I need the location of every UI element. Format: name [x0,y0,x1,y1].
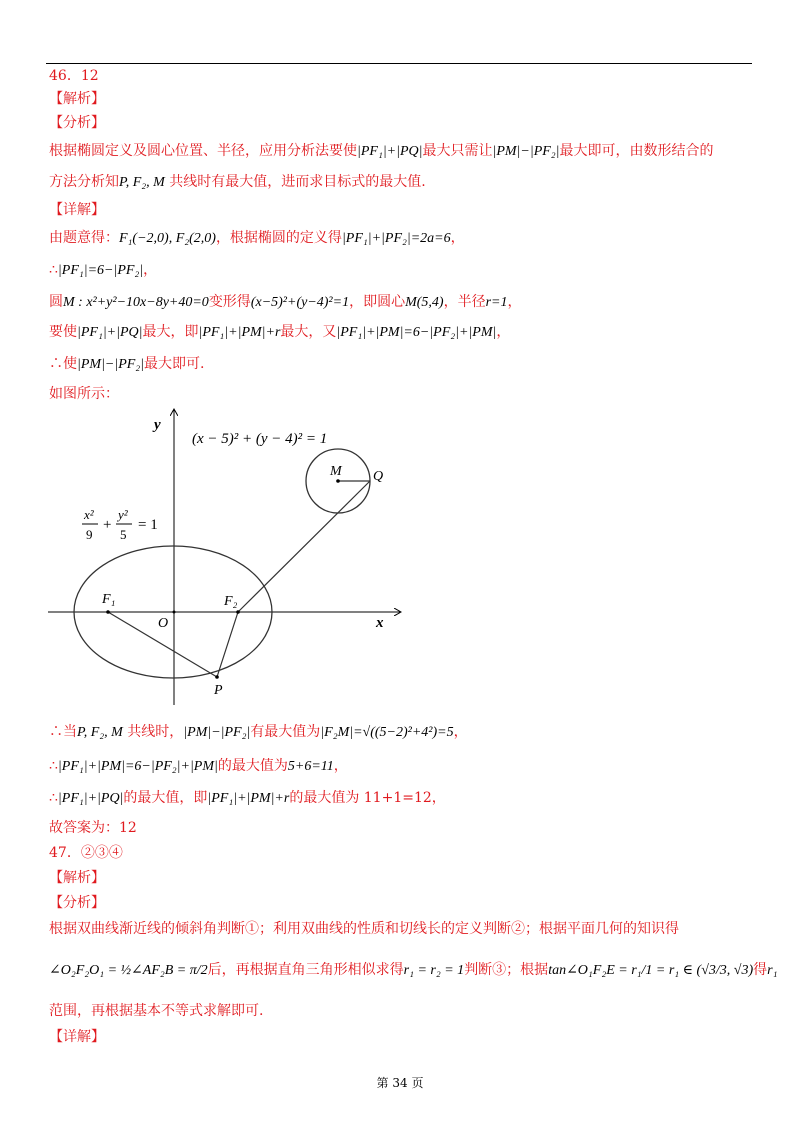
x-axis-label: x [376,615,384,631]
label-q: Q [373,469,384,484]
point-m [336,479,340,483]
math: |PM|−|PF₂| [492,144,560,159]
text: 变形得 [208,294,251,310]
math: tan∠O₁F₂E = r₁/1 = r₁ ∈ (√3/3, √3) [548,963,754,978]
math: |PF₁|+|PM|=6−|PF₂|+|PM| [57,759,218,774]
circle-equation: (x − 5)² + (y − 4)² = 1 [192,431,328,447]
text: 要使 [49,324,77,340]
text: ∴使 [49,356,77,372]
text: 判断③；根据 [464,962,549,978]
math: |PF₁|+|PM|+r [207,791,290,806]
point-f1 [106,610,110,614]
text: 由题意得： [49,230,119,246]
ellipse-plus: + [103,517,112,533]
math: |PF₁|+|PQ| [77,325,143,340]
q46-analysis-line1 [49,141,714,162]
q46-fenxi-heading: 【分析】 [49,115,105,131]
math: ∠O₂F₂O₁ = ½∠AF₂B = π/2 [49,963,208,978]
q46-conclusion-line2 [49,756,348,777]
text: 的最大值为 [217,758,288,774]
point-p [215,675,219,679]
math: |PF₁|+|PM|+r [198,325,281,340]
text: 最大即可. [144,356,205,372]
q46-detail-line2 [49,260,157,281]
q47-analysis-line1: 根据双曲线渐近线的倾斜角判断①；利用双曲线的性质和切线长的定义判断②；根据平面几何的知识得 [49,921,679,937]
text: 最大，又 [280,324,337,340]
math: |PF₁|=6−|PF₂| [57,263,144,278]
text: ， [333,758,348,774]
text: 根据椭圆定义及圆心位置、半径，应用分析法要使 [49,143,357,159]
text: 方法分析知 [49,174,119,190]
q47-jiexi-heading: 【解析】 [49,870,105,886]
text: ，半径 [443,294,486,310]
q46-answer: 故答案为：12 [49,820,137,836]
math: |PF₁|+|PM|=6−|PF₂|+|PM| [336,325,497,340]
origin-label: O [158,616,169,631]
q47-analysis-line2 [49,960,777,981]
text: 圆 [49,294,63,310]
text: ， [507,294,522,310]
segment-f2-q [238,481,370,612]
text: 的最大值为 11+1=12， [289,790,446,806]
math: P, F₂, M [77,725,123,740]
math: F₁(−2,0), F₂(2,0) [119,231,216,246]
q47-number: 47．②③④ [49,845,123,861]
page-number: 第 34 页 [376,1076,424,1090]
text: 后，再根据直角三角形相似求得 [207,962,404,978]
ellipse-y-num: y² [118,507,128,522]
ellipse-eq-one: = 1 [138,517,158,533]
q46-detail-line6: 如图所示： [49,386,119,402]
q46-jiexi-heading: 【解析】 [49,91,105,107]
math: |PF₁|+|PQ| [357,144,423,159]
text: 最大即可，由数形结合的 [559,143,714,159]
q46-detail-line4 [49,322,510,343]
text: 的最大值，即 [123,790,208,806]
text: 共线时， [122,724,184,740]
q46-number: 46．12 [49,68,99,84]
text: ， [496,324,511,340]
math: |PM|−|PF₂| [77,357,145,372]
point-o [173,611,176,614]
math: |PF₁|+|PQ| [57,791,124,806]
header-rule [46,63,752,64]
math: r₁ [767,963,778,978]
q46-conclusion-line3 [49,788,446,809]
math: M : x²+y²−10x−8y+40=0 [63,295,209,310]
math: |F₂M|=√((5−2)²+4²)=5 [320,725,454,740]
math: r=1 [485,295,508,310]
math: |PF₁|+|PF₂|=2a=6 [341,231,451,246]
label-f2: F₂ [224,594,238,609]
q46-detail-line3 [49,292,521,313]
math: M(5,4) [405,295,444,310]
ellipse-x-num: x² [84,507,94,522]
text: ，即圆心 [349,294,406,310]
math: P, F₂, M [119,175,165,190]
text: 最大，即 [142,324,199,340]
math: (x−5)²+(y−4)²=1 [250,295,350,310]
q47-fenxi-heading: 【分析】 [49,895,105,911]
q46-analysis-line2 [49,172,426,193]
q46-detail-line1 [49,228,465,249]
text: ， [450,230,465,246]
text: ，根据椭圆的定义得 [215,230,342,246]
y-axis-label: y [154,417,161,433]
point-f2 [236,610,240,614]
text: ∴ [49,790,58,806]
text: 有最大值为 [250,724,321,740]
text: ∴ [49,262,58,278]
label-m: M [330,464,342,479]
q47-analysis-line3: 范围，再根据基本不等式求解即可. [49,1003,264,1019]
text: ∴ [49,758,58,774]
label-p: P [214,683,223,698]
text: 得 [753,962,768,978]
text: 共线时有最大值，进而求目标式的最大值. [164,174,426,190]
q46-xiangjie-heading: 【详解】 [49,202,105,218]
q46-conclusion-line1 [49,722,468,743]
q47-xiangjie-heading: 【详解】 [49,1029,105,1045]
math: r₁ = r₂ = 1 [403,963,465,978]
text: 最大只需让 [422,143,493,159]
math: 5+6=11 [287,759,334,774]
ellipse-circle-figure [40,405,410,705]
label-f1: F₁ [102,592,116,607]
ellipse-y-den: 5 [120,527,127,542]
math: |PM|−|PF₂| [183,725,251,740]
text: ∴当 [49,724,77,740]
ellipse-x-den: 9 [86,527,93,542]
text: ， [143,262,158,278]
text: ， [453,724,468,740]
q46-detail-line5 [49,354,204,375]
